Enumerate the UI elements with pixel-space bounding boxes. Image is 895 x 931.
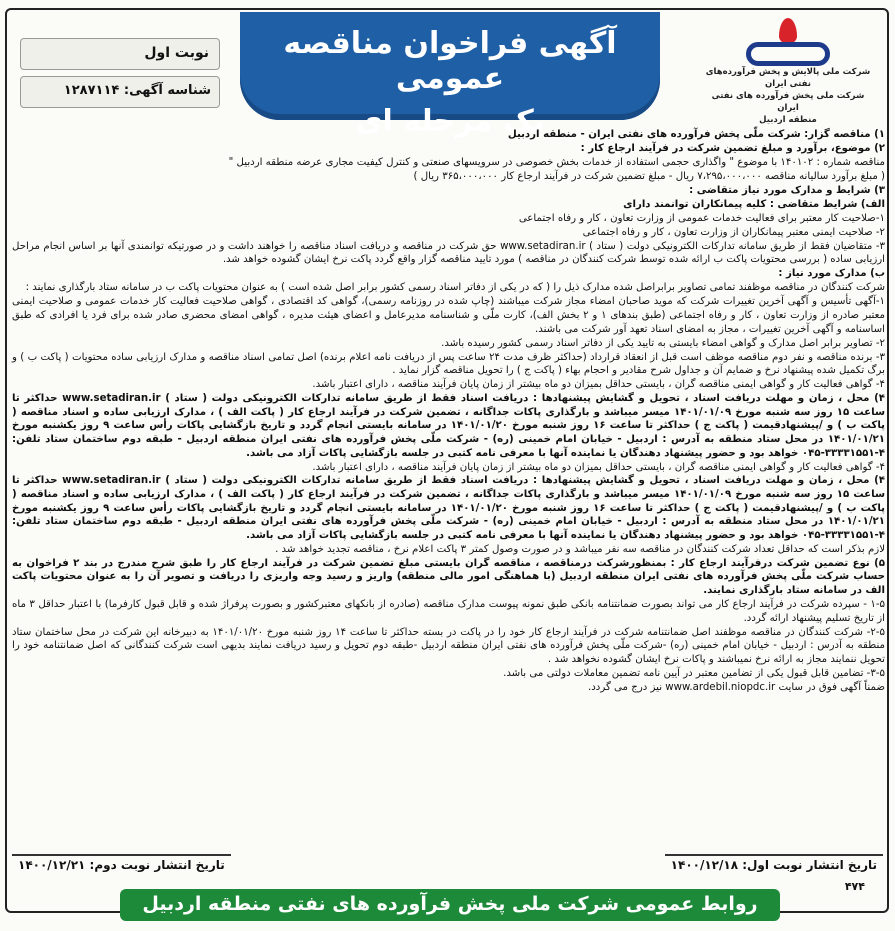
body-paragraph: ۴- گواهی فعالیت کار و گواهی ایمنی مناقصه گران ، بایستی حداقل بمیزان دو ماه بیشتر از زمان پایان فرآیند مناقصه ، دارای اعتبار باشد. [312,379,885,391]
body-paragraph: ۲-۵- شرکت کنندگان در مناقصه موظفند اصل ضمانتنامه شرکت در فرآیند ارجاع کار خود را در پاکت در بسته حداکثر تا ساعت ۱۴ روز شنبه مورخ ۱۴۰۱/۰۱/۲۰ به دبیرخانه این شرکت در محل ساختمان ستاد منطقه به آدرس : اردبیل - خیابان امام خمینی (ره) -شرکت ملّی پخش فرآورده های نفتی ایران منطقه اردبیل -طبقه دوم تحویل و رسید دریافت نمایند بدیهی است شرکت کنندگانی که اصل ضمانتنامه خود را تحویل ننمایند مجاز به ارائه نرخ نمیباشند و پاکات نرخ ایشان گشوده نخواهد شد . [12,626,886,665]
public-relations-banner: روابط عمومی شرکت ملی پخش فرآورده های نفتی منطقه اردبیل [120,889,780,921]
date-second-label: تاریخ انتشار نوبت دوم: [89,858,225,872]
date-first-label: تاریخ انتشار نوبت اول: [742,858,877,872]
body-paragraph: لازم بذکر است که حداقل تعداد شرکت کنندگان در مناقصه سه نفر میباشد و در صورت وصول کمتر ۳ پاکت اعلام نرخ ، مناقصه تجدید خواهد شد . [275,543,885,555]
body-paragraph: ۴- گواهی فعالیت کار و گواهی ایمنی مناقصه گران ، بایستی حداقل بمیزان دو ماه بیشتر از زمان پایان فرآیند مناقصه ، دارای اعتبار باشد. [312,461,885,473]
body-paragraph: ۱) مناقصه گزار: شرکت ملّی پخش فرآورده های نفتی ایران - منطقه اردبیل [507,129,885,140]
date-second-value: ۱۴۰۰/۱۲/۲۱ [18,858,86,872]
company-logo-block [703,18,873,128]
body-paragraph: ۳- متقاضیان فقط از طریق سامانه تدارکات الکترونیکی دولت ( ستاد ) www.setadiran.ir حق شرکت در مناقصه و دریافت اسناد مناقصه را خواهند داشت و در صورتیکه توانمندی آنها بر اساس انجام مراحل ارزیابی ساده ( بررسی محتویات پاکت ب ارائه شده توسط شرکت کنندگان در مناقصه ) مورد تایید مناقصه گزار واقع گردد پاکت نرخ ایشان گشوده خواهد شد. [12,240,885,266]
nioc-logo-icon [742,18,834,66]
publish-dates [12,850,883,874]
body-paragraph: ب) مدارک مورد نیاز : [778,268,885,280]
shenase-value: ۱۲۸۷۱۱۴ [63,83,120,98]
ad-body-text [12,128,885,695]
shenase-label: شناسه آگهی: [123,83,211,98]
date-first-value: ۱۴۰۰/۱۲/۱۸ [670,858,739,872]
body-paragraph: ۲- تصاویر برابر اصل مدارک و گواهی امضاء بایستی به تایید یکی از دفاتر اسناد رسمی کشور رسیده باشد. [441,337,885,349]
body-paragraph: ۱-۵ - سپرده شرکت در فرآیند ارجاع کار می تواند بصورت ضمانتنامه بانکی طبق نمونه پیوست مدارک مناقصه (صادره از بانکهای معتبرکشور و بصورت پرفراژ شده و قابل قبول کارفرما) با اعتبار حداقل ۳ ماه از تاریخ تسلیم پیشنهاد ارائه گردد. [12,599,886,624]
body-paragraph: الف) شرایط متقاضی : کلیه پیمانکاران توانمند دارای [623,198,885,210]
nobat-box [20,38,220,70]
body-paragraph: ۴) محل ، زمان و مهلت دریافت اسناد ، تحویل و گشایش پیشنهادها : دریافت اسناد فقط از طریق سامانه تدارکات الکترونیکی دولت ( ستاد ) www.setadiran.ir حداکثر تا ساعت ۱۵ روز سه شنبه مورخ ۱۴۰۱/۰۱/۰۹ میسر میباشد و بارگذاری پاکات جداگانه ، تضمین شرکت در فرآیند ارجاع کار ( پاکت الف ) ، مدارک ارزیابی ساده و اسناد مناقصه ( پاکت ب ) و /پیشنهادقیمت ( پاکت ج ) حداکثر تا ساعت ۱۶ روز شنبه مورخ ۱۴۰۱/۰۱/۲۰ در سامانه بایستی انجام گردد و تاریخ بازگشایی پاکات رأس ساعت ۹ روز یکشنبه مورخ ۱۴۰۱/۰۱/۲۱ در محل ستاد منطقه به آدرس : اردبیل - خیابان امام خمینی (ره) - شرکت ملّی پخش فرآورده های نفتی ایران منطقه اردبیل - طبقه دوم ساختمان ستاد تلفن: ۴-۳۳۳۳۱۵۵۱-۰۴۵ خواهد بود و حضور پیشنهاد دهندگان یا نماینده آنها با معرفی نامه کتبی در جلسه بازگشایی پاکات آزاد می باشد. [12,475,885,541]
page-number: ۴۷۴ [844,880,865,893]
nobat-label: نوبت اول [144,45,209,61]
company-line-1: شرکت ملی پالایش و پخش فرآورده‌های نفتی ایران [705,67,871,89]
title-line-2: یک مرحله ای [355,104,545,139]
body-paragraph: ۱-صلاحیت کار معتبر برای فعالیت خدمات عمومی از وزارت تعاون ، کار و رفاه اجتماعی [518,212,885,224]
body-paragraph: ضمناً آگهی فوق در سایت www.ardebil.niopdc.ir نیز درج می گردد. [588,681,885,693]
date-first [665,854,883,874]
body-paragraph: ۲) موضوع، برآورد و مبلغ تضمین شرکت در فرآیند ارجاع کار : [580,142,885,154]
body-paragraph: ۳-۵- تضامین قابل قبول یکی از تضامین معتبر در آیین نامه تضمین معاملات دولتی می باشد. [503,667,885,679]
date-second [12,854,231,874]
shenase-box [20,76,220,108]
company-line-2: شرکت ملی پخش فرآورده های نفتی ایران [711,91,865,113]
body-paragraph: مناقصه شماره : ۱۴۰۱۰۲ با موضوع " واگذاری حجمی استفاده از خدمات بخش خصوصی در سرویسهای صنعتی و کنترل کیفیت مجاری عرضه منطقه اردبیل " [228,156,885,168]
body-paragraph: ( مبلغ برآورد سالیانه مناقصه ۷،۲۹۵،۰۰۰،۰۰۰ ریال - مبلغ تضمین شرکت در فرآیند ارجاع کار ۳۶۵،۰۰۰،۰۰۰ ریال ) [413,170,885,182]
body-paragraph: ۴) محل ، زمان و مهلت دریافت اسناد ، تحویل و گشایش پیشنهادها : دریافت اسناد فقط از طریق سامانه تدارکات الکترونیکی دولت ( ستاد ) www.setadiran.ir حداکثر تا ساعت ۱۵ روز سه شنبه مورخ ۱۴۰۱/۰۱/۰۹ میسر میباشد و بارگذاری پاکات جداگانه ، تضمین شرکت در فرآیند ارجاع کار ( پاکت الف ) ، مدارک ارزیابی ساده و اسناد مناقصه ( پاکت ب ) و /پیشنهادقیمت ( پاکت ج ) حداکثر تا ساعت ۱۶ روز شنبه مورخ ۱۴۰۱/۰۱/۲۰ در سامانه بایستی انجام گردد و تاریخ بازگشایی پاکات رأس ساعت ۹ روز یکشنبه مورخ ۱۴۰۱/۰۱/۲۱ در محل ستاد منطقه به آدرس : اردبیل - خیابان امام خمینی (ره) - شرکت ملّی پخش فرآورده های نفتی ایران منطقه اردبیل - طبقه دوم ساختمان ستاد تلفن: ۴-۳۳۳۳۱۵۵۱-۰۴۵ خواهد بود و حضور پیشنهاد دهندگان یا نماینده آنها با معرفی نامه کتبی در جلسه بازگشایی پاکات آزاد می باشد. [12,393,885,459]
body-paragraph: ۲- صلاحیت ایمنی معتبر پیمانکاران از وزارت تعاون ، کار و رفاه اجتماعی [582,226,885,238]
body-paragraph: ۳- برنده مناقصه و نفر دوم مناقصه موظف است قبل از انعقاد قرارداد (حداکثر ظرف مدت ۲۴ ساعت پس از دریافت نامه اعلام برنده) اصل تمامی اسناد مناقصه و مدارک ارزیابی ساده محتویات ( پاکت ب ) و برگ تکمیل شده پیشنهاد نرخ و ضمایم آن و جداول شرح مقادیر و احجام بهاء ( پاکت ج ) را تحویل مناقصه گزار نماید . [12,351,885,377]
body-paragraph: ۱-آگهی تأسیس و آگهی آخرین تغییرات شرکت که موید صاحبان امضاء مجاز شرکت میباشند (چاپ شده در روزنامه رسمی)، گواهی کد اقتصادی ، گواهی صلاحیت فعالیت کار خدمات عمومی و صلاحیت ایمنی معتبر صادره از وزارت تعاون ، کار و رفاه اجتماعی (طبق بندهای ۱ و ۲ بخش الف)، کارت ملّی و شناسنامه مدیرعامل و اعضای هیئت مدیره ، گواهی امضای محضری صادر شده برای فرد یا افرادی که طبق اساسنامه و آگهی آخرین تغییرات ، مجاز به امضای اسناد تعهد آور شرکت می باشند. [12,296,885,335]
company-line-3: منطقه اردبیل [759,115,817,125]
body-paragraph: شرکت کنندگان در مناقصه موظفند تمامی تصاویر برابراصل شده مدارک ذیل را ( که در یکی از دفاتر اسناد رسمی کشور برابر اصل شده است ) به عنوان محتویات پاکت ب در سامانه ستاد بارگذاری نمایند : [25,282,885,294]
body-paragraph: ۳) شرایط و مدارک مورد نیاز متقاضی : [689,184,885,196]
title-line-1: آگهی فراخوان مناقصه عمومی [283,26,617,96]
title-banner [240,12,660,139]
body-paragraph: ۵) نوع تضمین شرکت درفرآیند ارجاع کار : بمنظورشرکت درمناقصه ، مناقصه گران بایستی مبلغ تضمین شرکت در فرآیند ارجاع کار را طبق شرح مندرج در بند ۲ فراخوان به حساب شرکت ملّی پخش فرآورده های نفتی ایران منطقه اردبیل (با هماهنگی امور مالی منطقه) واریز و رسید وجه واریزی را دریافت و تصویر آن را به عنوان محتویات پاکت الف در سامانه ستاد بارگذاری نمایند. [12,557,885,597]
